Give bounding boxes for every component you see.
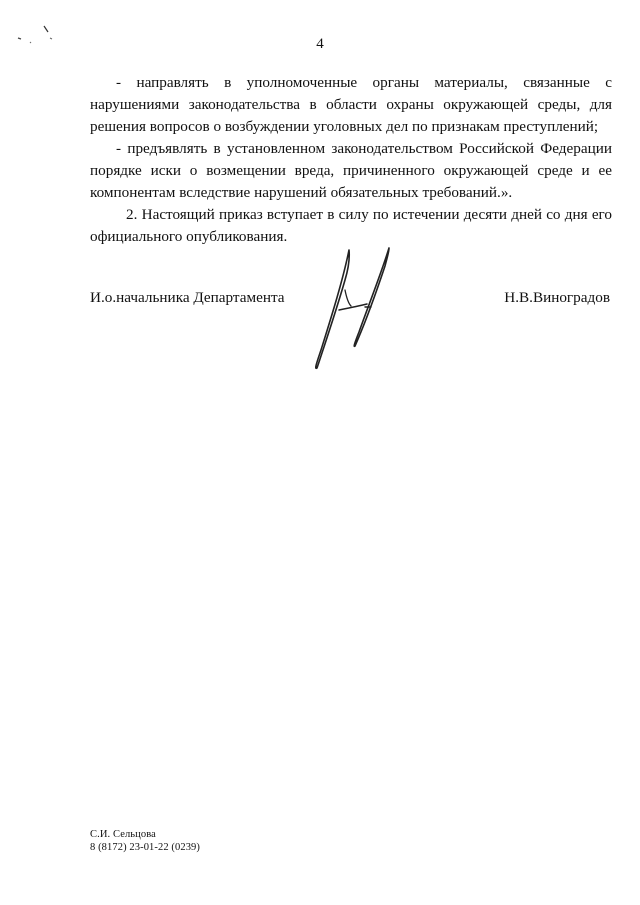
signatory-name: Н.В.Виноградов	[504, 289, 610, 306]
handwritten-signature	[305, 240, 395, 375]
paragraph-item-2: 2. Настоящий приказ вступает в силу по истечении десяти дней со дня его официального опубликования.	[90, 206, 612, 245]
document-body	[90, 72, 612, 248]
page-number: 4	[316, 36, 324, 52]
executor-name: С.И. Сельцова	[90, 829, 156, 840]
paragraph-list-item-2: - предъявлять в установленном законодательством Российской Федерации порядке иски о возмещении вреда, причиненного окружающей среде и ее компонентам вследствие нарушений обязательных требований.».	[90, 140, 612, 201]
executor-info	[90, 828, 200, 854]
signatory-title: И.о.начальника Департамента	[90, 289, 285, 306]
executor-phone: 8 (8172) 23-01-22 (0239)	[90, 842, 201, 853]
paragraph-list-item-1: - направлять в уполномоченные органы материалы, связанные с нарушениями законодательства в области охраны окружающей среды, для решения вопросов о возбуждении уголовных дел по признакам преступлений;	[90, 74, 612, 135]
